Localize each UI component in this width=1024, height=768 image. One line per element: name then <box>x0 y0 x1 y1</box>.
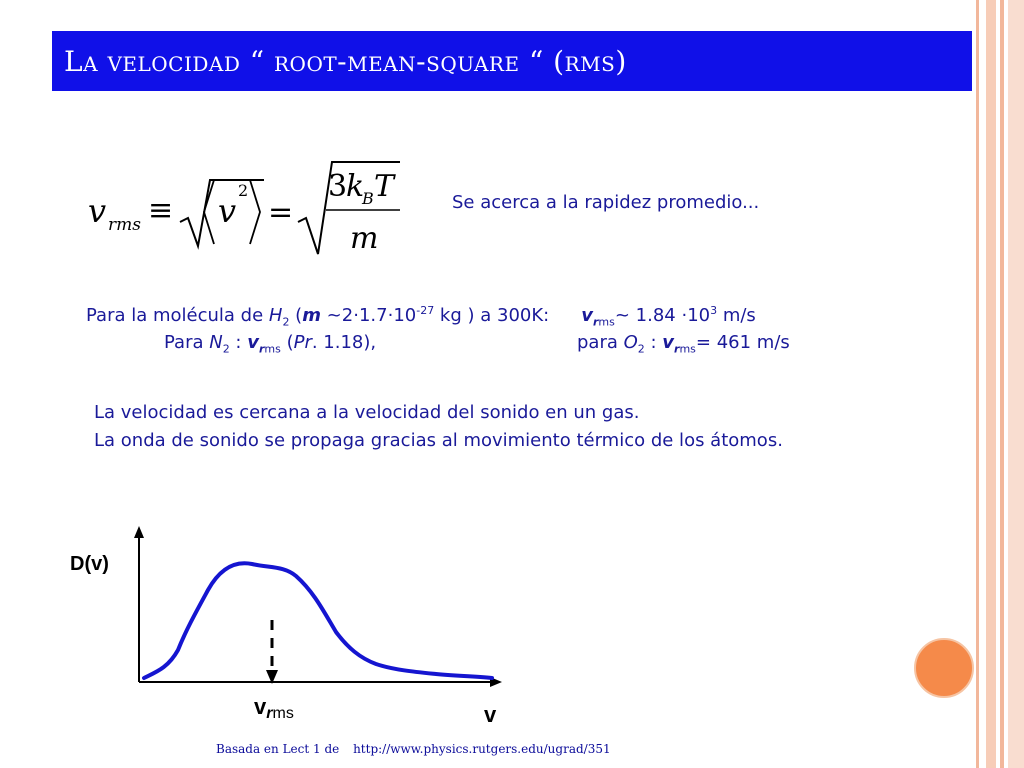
dot-operator: · <box>681 305 688 326</box>
formula-equals: = <box>268 195 294 230</box>
h2-result-unit: m/s <box>717 305 756 326</box>
o2-vr-r: r <box>674 342 680 356</box>
dot-operator: · <box>387 305 394 326</box>
marker-r: r <box>266 705 273 722</box>
side-note: Se acerca a la rapidez promedio... <box>452 192 760 213</box>
vrms-formula <box>82 150 412 260</box>
right-angle-bracket <box>250 180 260 244</box>
n2-ref-rest: . 1.18), <box>311 332 377 353</box>
n2-vr-r: r <box>258 342 265 356</box>
explanation-paragraph <box>94 399 927 455</box>
o2-vr-v: v <box>662 332 675 353</box>
formula-lhs-sub: rms <box>108 215 141 235</box>
n2-ref-open: ( <box>280 332 294 353</box>
paragraph-line: La velocidad es cercana a la velocidad del sonido en un gas. <box>94 402 640 423</box>
h2-mass-unit: kg ) a 300K: <box>434 305 550 326</box>
formula-den: m <box>350 221 379 256</box>
h2-mol: H <box>268 305 283 326</box>
o2-colon: : <box>644 332 663 353</box>
n2-mol-sub: 2 <box>222 342 230 356</box>
h2-intro: Para la molécula de <box>86 305 269 326</box>
o2-line <box>577 332 790 356</box>
graph-x-label: v <box>484 702 497 727</box>
n2-mol: N <box>209 332 223 353</box>
h2-vr-v: v <box>581 305 593 326</box>
h2-mass-exp: -27 <box>416 304 435 317</box>
h2-result-exp: 3 <box>710 304 718 317</box>
decor-stripe <box>1008 0 1024 768</box>
graph-marker-label <box>254 694 294 722</box>
distribution-curve <box>144 563 492 678</box>
h2-mass-base: 10 <box>393 305 417 326</box>
n2-vr-ms: ms <box>264 342 281 356</box>
n2-line <box>164 332 376 356</box>
h2-mass-pre: ~2 <box>320 305 354 326</box>
n2-ref-pr: Pr <box>293 332 312 353</box>
h2-result-base: 10 <box>687 305 711 326</box>
o2-value: = 461 m/s <box>695 332 790 353</box>
marker-v: v <box>254 694 267 719</box>
formula-lhs-var: v <box>88 192 107 230</box>
slide-title: La velocidad “ root-mean-square “ (rms) <box>64 45 627 78</box>
h2-vr-ms: ms <box>598 315 615 329</box>
paragraph-line: La onda de sonido se propaga gracias al movimiento térmico de los átomos. <box>94 430 783 451</box>
h2-vr-r: r <box>592 315 599 329</box>
n2-colon: : <box>229 332 248 353</box>
credit-text: Basada en Lect 1 de <box>216 742 340 756</box>
credit-url[interactable]: http://www.physics.rutgers.edu/ugrad/351 <box>353 742 611 756</box>
h2-open: ( <box>289 305 303 326</box>
formula-equiv: ≡ <box>148 193 174 228</box>
o2-vr-ms: ms <box>679 342 696 356</box>
distribution-graph <box>60 520 520 735</box>
marker-ms: ms <box>272 705 294 722</box>
h2-result-pre: ~ 1.84 <box>614 305 682 326</box>
decor-orb <box>914 638 974 698</box>
formula-v2-exp: 2 <box>238 181 249 200</box>
formula-num-coef: 3 <box>328 169 348 204</box>
n2-intro: Para <box>164 332 210 353</box>
h2-mass-var: m <box>302 305 321 326</box>
decor-stripe <box>986 0 996 768</box>
dot-operator: · <box>353 305 359 326</box>
o2-mol: O <box>623 332 638 353</box>
decor-stripe <box>976 0 979 768</box>
graph-y-label: D(v) <box>70 553 109 575</box>
title-bar <box>52 31 972 91</box>
formula-num-k: k <box>346 169 365 204</box>
y-axis-arrow <box>134 526 144 538</box>
formula-num-T: T <box>374 169 395 204</box>
h2-mol-sub: 2 <box>282 315 290 329</box>
o2-mol-sub: 2 <box>637 342 645 356</box>
source-credit <box>216 742 621 756</box>
h2-mass-mid: 1.7 <box>358 305 388 326</box>
formula-num-k-sub: B <box>362 189 374 208</box>
n2-vr-v: v <box>247 332 259 353</box>
decor-stripe <box>1000 0 1004 768</box>
formula-v2-var: v <box>218 192 237 230</box>
h2-line <box>86 304 756 329</box>
o2-intro: para <box>577 332 624 353</box>
